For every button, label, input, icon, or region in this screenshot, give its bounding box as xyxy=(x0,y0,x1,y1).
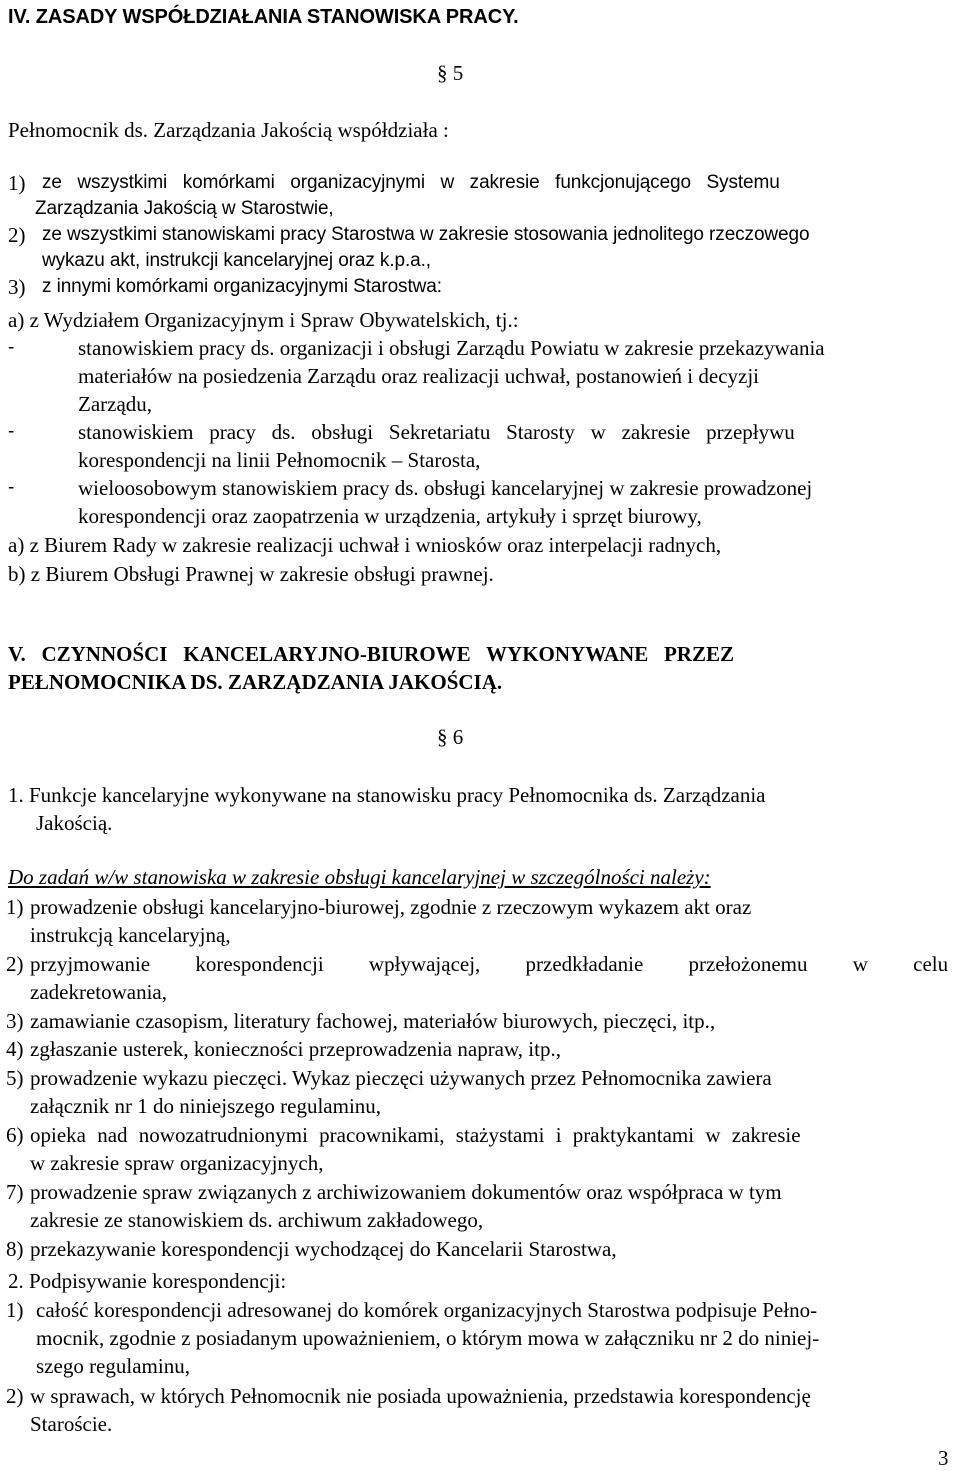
dash-text: wieloosobowym stanowiskiem pracy ds. obsługi kancelaryjnej w zakresie prowadzonej xyxy=(78,476,813,500)
intro-text: Pełnomocnik ds. Zarządzania Jakością współdziała : xyxy=(8,118,449,142)
section-v-heading-line2: PEŁNOMOCNIKA DS. ZARZĄDZANIA JAKOŚCIĄ. xyxy=(8,670,503,694)
item-text: z innymi komórkami organizacyjnymi Starostwa: xyxy=(42,276,442,297)
item-text: ze wszystkimi komórkami organizacyjnymi w zakresie funkcjonującego Systemu xyxy=(42,172,780,193)
item-text: prowadzenie wykazu pieczęci. Wykaz pieczęci używanych przez Pełnomocnika zawiera xyxy=(30,1066,772,1090)
dash-text: stanowiskiem pracy ds. obsługi Sekretariatu Starosty w zakresie przepływu xyxy=(78,420,795,444)
item-number: 2) xyxy=(6,952,24,976)
item-number: 1) xyxy=(6,1298,24,1322)
item-text-cont: załącznik nr 1 do niniejszego regulaminu, xyxy=(30,1094,382,1118)
item-number: 3) xyxy=(6,1009,24,1033)
list-item xyxy=(6,951,960,1008)
sub-item-a2: a) z Biurem Rady w zakresie realizacji uchwał i wniosków oraz interpelacji radnych, xyxy=(8,533,722,557)
list-item xyxy=(8,170,960,222)
item-text: zgłaszanie usterek, konieczności przeprowadzenia napraw, itp., xyxy=(30,1037,561,1061)
paragraph-5-sign: § 5 xyxy=(437,61,464,85)
dash-text-cont: Zarządu, xyxy=(78,392,153,416)
item-text-cont: Staroście. xyxy=(30,1412,113,1436)
page-number: 3 xyxy=(938,1446,949,1470)
item-text-cont: instrukcją kancelaryjną, xyxy=(30,923,231,947)
signing-list xyxy=(6,1297,960,1440)
list-item xyxy=(8,222,960,274)
item-number: 1) xyxy=(8,171,26,195)
item-number: 2) xyxy=(8,223,26,247)
item-text-cont: wykazu akt, instrukcji kancelaryjnej oraz k.p.a., xyxy=(42,250,431,271)
cooperation-list xyxy=(8,170,960,300)
item-number: 2) xyxy=(6,1384,24,1408)
intro-line xyxy=(8,117,449,143)
section-v-heading-line1: V. CZYNNOŚCI KANCELARYJNO-BIUROWE WYKONYWANE PRZEZ xyxy=(8,642,734,666)
item-text: prowadzenie obsługi kancelaryjno-biurowej, zgodnie z rzeczowym wykazem akt oraz xyxy=(30,895,752,919)
item-number: 6) xyxy=(6,1123,24,1147)
dash-text-cont: korespondencji na linii Pełnomocnik – Starosta, xyxy=(78,448,481,472)
item-number: 1) xyxy=(6,895,24,919)
list-item xyxy=(6,1065,960,1122)
item-text-cont: szego regulaminu, xyxy=(36,1354,190,1378)
list-item xyxy=(6,894,960,951)
list-item xyxy=(8,274,960,300)
dash-marker: - xyxy=(8,477,15,498)
list-item xyxy=(6,1179,960,1236)
list-item xyxy=(6,1297,960,1383)
item-text-cont: mocnik, zgodnie z posiadanym upoważnieniem, o którym mowa w załączniku nr 2 do niniej- xyxy=(36,1326,820,1350)
item-number: 4) xyxy=(6,1037,24,1061)
duties-list xyxy=(6,894,960,1264)
sub-item-b: b) z Biurem Obsługi Prawnej w zakresie obsługi prawnej. xyxy=(8,562,494,586)
item-number: 8) xyxy=(6,1237,24,1261)
list-item xyxy=(6,1383,960,1440)
item-text: przyjmowanie korespondencji wpływającej, przedkładanie przełożonemu w celu xyxy=(30,952,949,976)
item-text: opieka nad nowozatrudnionymi pracownikami, stażystami i praktykantami w zakresie xyxy=(30,1123,801,1147)
dash-list xyxy=(8,335,960,531)
dash-text-cont: korespondencji oraz zaopatrzenia w urządzenia, artykuły i sprzęt biurowy, xyxy=(78,504,702,528)
item-text: zamawianie czasopism, literatury fachowej, materiałów biurowych, pieczęci, itp., xyxy=(30,1009,716,1033)
dash-text-cont: materiałów na posiedzenia Zarządu oraz realizacji uchwał, postanowień i decyzji xyxy=(78,364,760,388)
list-item xyxy=(6,1122,960,1179)
point-1-line2: Jakością. xyxy=(36,811,113,835)
item-text: prowadzenie spraw związanych z archiwizowaniem dokumentów oraz współpraca w tym xyxy=(30,1180,782,1204)
point-2: 2. Podpisywanie korespondencji: xyxy=(8,1269,287,1293)
dash-marker: - xyxy=(8,421,15,442)
list-item xyxy=(6,1236,960,1264)
item-text: całość korespondencji adresowanej do komórek organizacyjnych Starostwa podpisuje Pełno- xyxy=(36,1298,818,1322)
item-text-cont: zakresie ze stanowiskiem ds. archiwum zakładowego, xyxy=(30,1208,484,1232)
item-text: w sprawach, w których Pełnomocnik nie posiada upoważnienia, przedstawia korespondencję xyxy=(30,1384,811,1408)
dash-text: stanowiskiem pracy ds. organizacji i obsługi Zarządu Powiatu w zakresie przekazywania xyxy=(78,336,825,360)
duties-heading: Do zadań w/w stanowiska w zakresie obsługi kancelaryjnej w szczególności należy: xyxy=(8,865,711,889)
point-1-line1: 1. Funkcje kancelaryjne wykonywane na stanowisku pracy Pełnomocnika ds. Zarządzania xyxy=(8,783,766,807)
sub-item-a: a) z Wydziałem Organizacyjnym i Spraw Obywatelskich, tj.: xyxy=(8,308,519,332)
item-number: 5) xyxy=(6,1066,24,1090)
section-iv-heading: IV. ZASADY WSPÓŁDZIAŁANIA STANOWISKA PRACY. xyxy=(8,6,519,28)
dash-item xyxy=(8,475,960,531)
item-number: 3) xyxy=(8,275,26,299)
dash-item xyxy=(8,419,960,475)
item-number: 7) xyxy=(6,1180,24,1204)
item-text-cont: w zakresie spraw organizacyjnych, xyxy=(30,1151,324,1175)
item-text-cont: Zarządzania Jakością w Starostwie, xyxy=(35,198,334,219)
list-item xyxy=(6,1008,960,1036)
dash-item xyxy=(8,335,960,419)
item-text-cont: zadekretowania, xyxy=(30,980,168,1004)
item-text: przekazywanie korespondencji wychodzącej do Kancelarii Starostwa, xyxy=(30,1237,617,1261)
list-item xyxy=(6,1036,960,1065)
paragraph-6-sign: § 6 xyxy=(437,725,464,749)
item-text: ze wszystkimi stanowiskami pracy Starostwa w zakresie stosowania jednolitego rzeczowego xyxy=(42,224,810,245)
dash-marker: - xyxy=(8,337,15,358)
